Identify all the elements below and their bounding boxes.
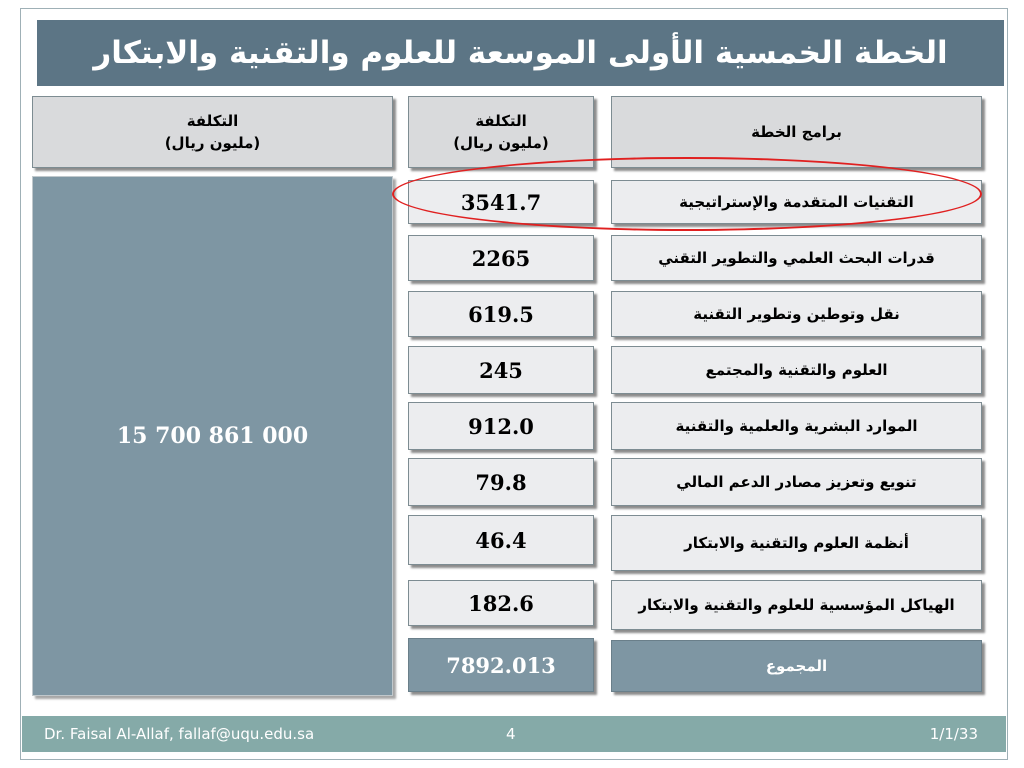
- total-value-cell: [408, 638, 594, 692]
- cost-cell: [408, 346, 594, 394]
- footer-page-number: 4: [506, 725, 516, 743]
- cost-value: 182.6: [468, 590, 534, 616]
- program-cell: [611, 515, 982, 571]
- header-cost-left-line2: (مليون ريال): [164, 134, 261, 152]
- total-label: المجموع: [765, 657, 828, 675]
- cost-cell: [408, 291, 594, 337]
- cost-cell: [408, 515, 594, 565]
- grand-total-cell: [32, 176, 393, 696]
- header-cost-line1: التكلفة: [475, 112, 527, 130]
- program-cell: [611, 458, 982, 506]
- footer-bar: [22, 716, 1006, 752]
- cost-cell: [408, 402, 594, 450]
- header-cost-left: [32, 96, 393, 168]
- cost-value: 912.0: [468, 413, 534, 439]
- program-cell: [611, 180, 982, 224]
- program-label: الموارد البشرية والعلمية والتقنية: [675, 417, 918, 435]
- program-label: نقل وتوطين وتطوير التقنية: [693, 305, 900, 323]
- program-cell: [611, 291, 982, 337]
- program-cell: [611, 402, 982, 450]
- header-cost-line2: (مليون ريال): [453, 134, 549, 152]
- program-label: الهياكل المؤسسية للعلوم والتقنية والابتكار: [638, 596, 955, 614]
- cost-cell: [408, 180, 594, 224]
- program-label: العلوم والتقنية والمجتمع: [705, 361, 888, 379]
- cost-cell: [408, 580, 594, 626]
- header-cost: [408, 96, 594, 168]
- cost-cell: [408, 235, 594, 281]
- cost-value: 46.4: [475, 527, 527, 553]
- grand-total-value: 15 700 861 000: [116, 423, 309, 449]
- slide-title: الخطة الخمسية الأولى الموسعة للعلوم والتقنية والابتكار: [37, 20, 1004, 86]
- program-label: التقنيات المتقدمة والإستراتيجية: [679, 193, 914, 211]
- footer-author: Dr. Faisal Al-Allaf, fallaf@uqu.edu.sa: [44, 725, 315, 743]
- footer-date: 1/1/33: [929, 725, 978, 743]
- header-programs: [611, 96, 982, 168]
- program-cell: [611, 346, 982, 394]
- cost-cell: [408, 458, 594, 506]
- cost-value: 79.8: [475, 469, 527, 495]
- cost-value: 245: [479, 357, 523, 383]
- program-label: قدرات البحث العلمي والتطوير التقني: [658, 249, 935, 267]
- program-cell: [611, 235, 982, 281]
- header-programs-label: برامج الخطة: [751, 123, 842, 141]
- cost-value: 3541.7: [460, 189, 542, 215]
- cost-value: 2265: [471, 245, 531, 271]
- program-label: أنظمة العلوم والتقنية والابتكار: [684, 534, 909, 552]
- cost-value: 619.5: [468, 301, 534, 327]
- header-cost-left-line1: التكلفة: [186, 112, 239, 130]
- total-value: 7892.013: [446, 652, 556, 678]
- program-cell: [611, 580, 982, 630]
- program-label: تنويع وتعزيز مصادر الدعم المالي: [676, 473, 917, 491]
- total-label-cell: [611, 640, 982, 692]
